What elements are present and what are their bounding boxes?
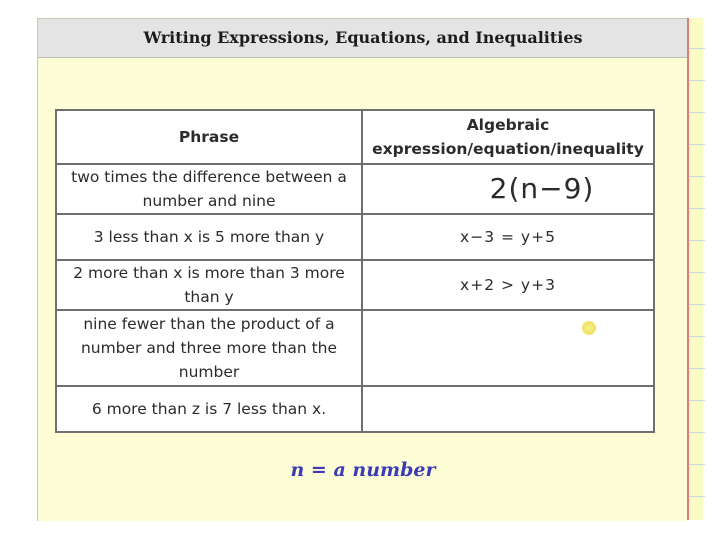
- worksheet-page: [37, 18, 688, 521]
- phrase-cell: 6 more than z is 7 less than x.: [56, 386, 362, 432]
- table-row: [56, 214, 654, 260]
- ruled-line: [689, 48, 705, 49]
- algebraic-cell[interactable]: [362, 386, 654, 432]
- phrase-cell: 2 more than x is more than 3 more than y: [56, 260, 362, 310]
- table-row: [56, 310, 654, 386]
- algebraic-cell: x−3 = y+5: [362, 214, 654, 260]
- header-phrase: Phrase: [56, 110, 362, 164]
- ruled-line: [689, 304, 705, 305]
- table-row: [56, 164, 654, 214]
- table-row: [56, 260, 654, 310]
- algebraic-cell: 2(n−9): [362, 164, 654, 214]
- phrase-cell: two times the difference between a number and nine: [56, 164, 362, 214]
- ruled-line: [689, 208, 705, 209]
- pen-cursor-icon: [582, 321, 596, 335]
- ruled-line: [689, 240, 705, 241]
- phrase-cell: 3 less than x is 5 more than y: [56, 214, 362, 260]
- variable-definition: n = a number: [290, 459, 436, 481]
- header-band: [38, 19, 688, 58]
- paper-margin: [687, 18, 703, 520]
- header-algebraic: Algebraic expression/equation/inequality: [362, 110, 654, 164]
- phrase-cell: nine fewer than the product of a number and three more than the number: [56, 310, 362, 386]
- ruled-line: [689, 336, 705, 337]
- ruled-line: [689, 496, 705, 497]
- ruled-line: [689, 368, 705, 369]
- ruled-line: [689, 432, 705, 433]
- expressions-table: [55, 109, 655, 433]
- ruled-line: [689, 112, 705, 113]
- table-header-row: [56, 110, 654, 164]
- table-row: [56, 386, 654, 432]
- ruled-line: [689, 400, 705, 401]
- algebraic-cell: x+2 > y+3: [362, 260, 654, 310]
- ruled-line: [689, 144, 705, 145]
- ruled-line: [689, 176, 705, 177]
- algebraic-cell[interactable]: [362, 310, 654, 386]
- ruled-line: [689, 272, 705, 273]
- ruled-line: [689, 80, 705, 81]
- page-title: Writing Expressions, Equations, and Inequalities: [143, 28, 583, 47]
- ruled-line: [689, 464, 705, 465]
